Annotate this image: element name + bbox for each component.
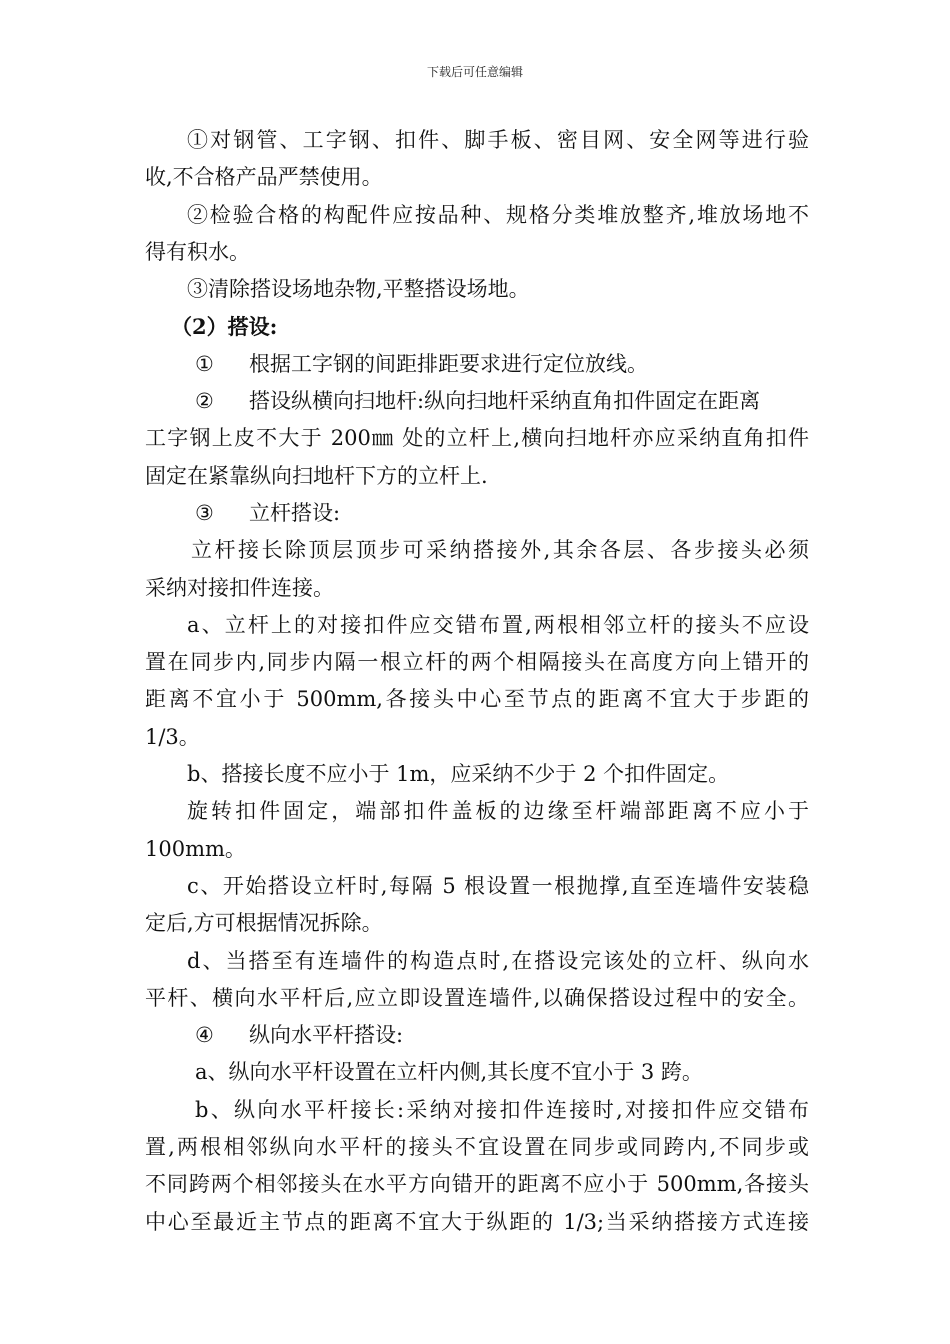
list-item-text: 搭设纵横向扫地杆:纵向扫地杆采纳直角扣件固定在距离 (249, 389, 761, 414)
list-item (145, 1017, 809, 1054)
paragraph-line: ③清除搭设场地杂物,平整搭设场地。 (187, 277, 530, 302)
paragraph-line: 采纳对接扣件连接。 (145, 575, 334, 600)
list-item (145, 346, 809, 383)
list-item (145, 495, 809, 532)
list-marker: ③ (195, 500, 214, 525)
paragraph-line: c、开始搭设立杆时,每隔 5 根设置一根抛撑,直至连墙件安装稳 (187, 873, 809, 898)
document-body (145, 122, 809, 1241)
paragraph-line: b、纵向水平杆接长:采纳对接扣件连接时,对接扣件应交错布 (195, 1097, 809, 1122)
paragraph-line: 距离不宜小于 500mm,各接头中心至节点的距离不宜大于步距的 (145, 687, 809, 712)
paragraph-line: 收,不合格产品严禁使用。 (145, 165, 383, 190)
list-item-text: 纵向水平杆搭设: (249, 1023, 404, 1048)
list-item-text: 立杆搭设: (249, 500, 341, 525)
list-marker: ① (195, 351, 214, 376)
page-header: 下载后可任意编辑 (426, 65, 523, 79)
paragraph-line: 100mm。 (145, 836, 246, 861)
paragraph-line: 1/3。 (145, 724, 200, 749)
list-item-text: 根据工字钢的间距排距要求进行定位放线。 (249, 351, 648, 376)
paragraph-line: 置,两根相邻纵向水平杆的接头不宜设置在同步或同跨内,不同步或 (145, 1135, 809, 1160)
paragraph-line: d、当搭至有连墙件的构造点时,在搭设完该处的立杆、纵向水 (187, 948, 809, 973)
paragraph-line: b、搭接长度不应小于 1m，应采纳不少于 2 个扣件固定。 (187, 762, 730, 787)
list-item (145, 383, 809, 420)
paragraph-line: a、立杆上的对接扣件应交错布置,两根相邻立杆的接头不应设 (187, 612, 809, 637)
paragraph-line: 平杆、横向水平杆后,应立即设置连墙件,以确保搭设过程中的安全。 (145, 985, 809, 1010)
list-marker: ② (195, 389, 214, 414)
paragraph-line: 定后,方可根据情况拆除。 (145, 911, 383, 936)
section-heading: （2）搭设: (171, 314, 278, 340)
paragraph-line: 置在同步内,同步内隔一根立杆的两个相隔接头在高度方向上错开的 (145, 650, 809, 675)
list-marker: ④ (195, 1023, 214, 1048)
paragraph-line: ②检验合格的构配件应按品种、规格分类堆放整齐,堆放场地不 (187, 202, 809, 227)
paragraph-line: 中心至最近主节点的距离不宜大于纵距的 1/3;当采纳搭接方式连接 (145, 1209, 809, 1234)
paragraph-line: ①对钢管、工字钢、扣件、脚手板、密目网、安全网等进行验 (187, 128, 809, 152)
paragraph-line: 旋转扣件固定，端部扣件盖板的边缘至杆端部距离不应小于 (187, 799, 809, 824)
paragraph-line: a、纵向水平杆设置在立杆内侧,其长度不宜小于 3 跨。 (195, 1060, 703, 1085)
paragraph-line: 固定在紧靠纵向扫地杆下方的立杆上. (145, 463, 488, 488)
paragraph-line: 得有积水。 (145, 239, 250, 264)
paragraph-line: 不同跨两个相邻接头在水平方向错开的距离不应小于 500mm,各接头 (145, 1172, 809, 1197)
paragraph-line: 工字钢上皮不大于 200㎜ 处的立杆上,横向扫地杆亦应采纳直角扣件 (145, 426, 809, 451)
paragraph-line: 立杆接长除顶层顶步可采纳搭接外,其余各层、各步接头必须 (191, 538, 809, 563)
